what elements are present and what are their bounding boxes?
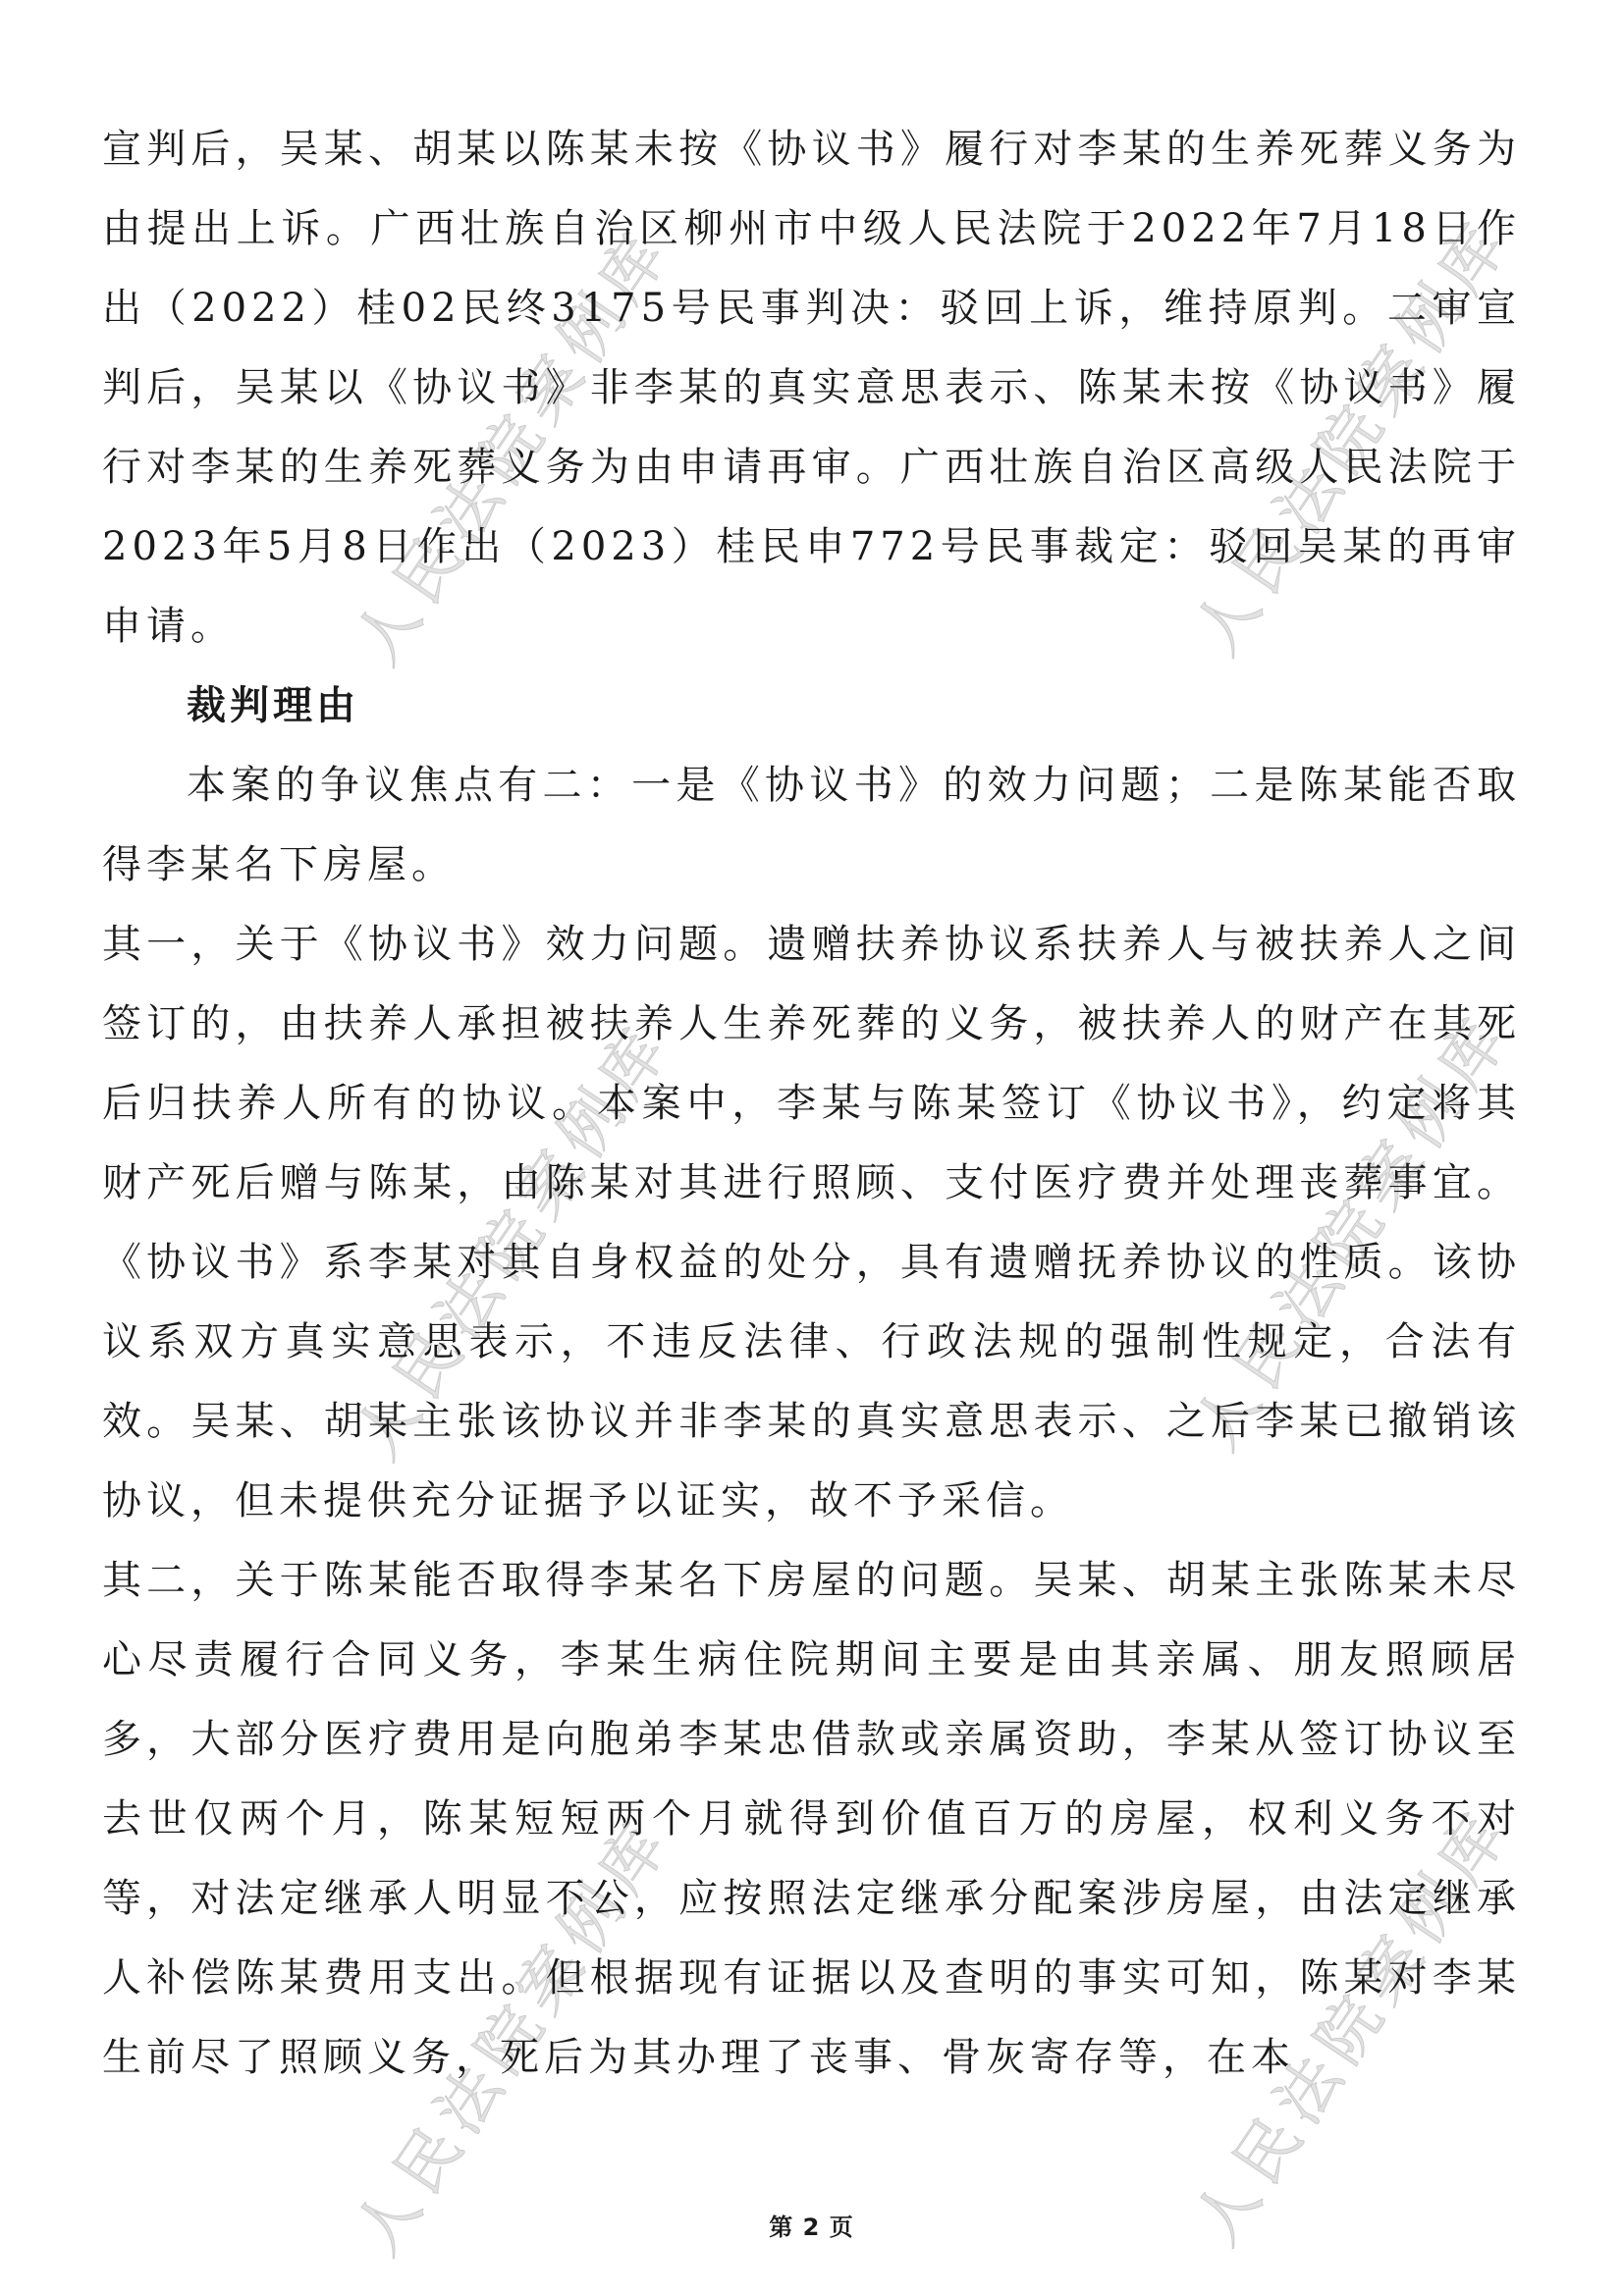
watermark-text: 人民法院案例库 (1180, 999, 1526, 1463)
watermark-text: 人民法院案例库 (341, 1009, 686, 1472)
case-history-paragraph: 宣判后，吴某、胡某以陈某未按《协议书》履行对李某的生养死葬义务为由提出上诉。广西壮族自治区柳州市中级人民法院于2022年7月18日作出（2022）桂02民终3175号民事判决：驳回上诉，维持原判。二审宣判后，吴某以《协议书》非李某的真实意思表示、陈某未按《协议书》履行对李某的生养死葬义务为由申请再审。广西壮族自治区高级人民法院于2023年5月8日作出（2023）桂民申772号民事裁定：驳回吴某的再审申请。 (102, 127, 1521, 649)
page-number: 第 2 页 (769, 2214, 854, 2241)
reason-one-paragraph: 其一，关于《协议书》效力问题。遗赠扶养协议系扶养人与被扶养人之间签订的，由扶养人承担被扶养人生养死葬的义务，被扶养人的财产在其死后归扶养人所有的协议。本案中，李某与陈某签订《协议书》，约定将其财产死后赠与陈某，由陈某对其进行照顾、支付医疗费并处理丧葬事宜。《协议书》系李某对其自身权益的处分，具有遗赠抚养协议的性质。该协议系双方真实意思表示，不违反法律、行政法规的强制性规定，合法有效。吴某、胡某主张该协议并非李某的真实意思表示、之后李某已撤销该协议，但未提供充分证据予以证实，故不予采信。 (102, 922, 1521, 1523)
document-body (102, 110, 1521, 2098)
section-heading-reasons: 裁判理由 (187, 683, 359, 728)
dispute-focus-paragraph: 本案的争议焦点有二：一是《协议书》的效力问题；二是陈某能否取得李某名下房屋。 (102, 763, 1521, 887)
watermark-text: 人民法院案例库 (341, 1804, 686, 2268)
watermark-text: 人民法院案例库 (1180, 204, 1526, 667)
watermark-text: 人民法院案例库 (1180, 1794, 1526, 2258)
reason-two-paragraph: 其二，关于陈某能否取得李某名下房屋的问题。吴某、胡某主张陈某未尽心尽责履行合同义务，李某生病住院期间主要是由其亲属、朋友照顾居多，大部分医疗费用是向胞弟李某忠借款或亲属资助，李某从签订协议至去世仅两个月，陈某短短两个月就得到价值百万的房屋，权利义务不对等，对法定继承人明显不公，应按照法定继承分配案涉房屋，由法定继承人补偿陈某费用支出。但根据现有证据以及查明的事实可知，陈某对李某生前尽了照顾义务，死后为其办理了丧事、骨灰寄存等，在本 (102, 1558, 1521, 2080)
watermark-text: 人民法院案例库 (341, 214, 686, 677)
